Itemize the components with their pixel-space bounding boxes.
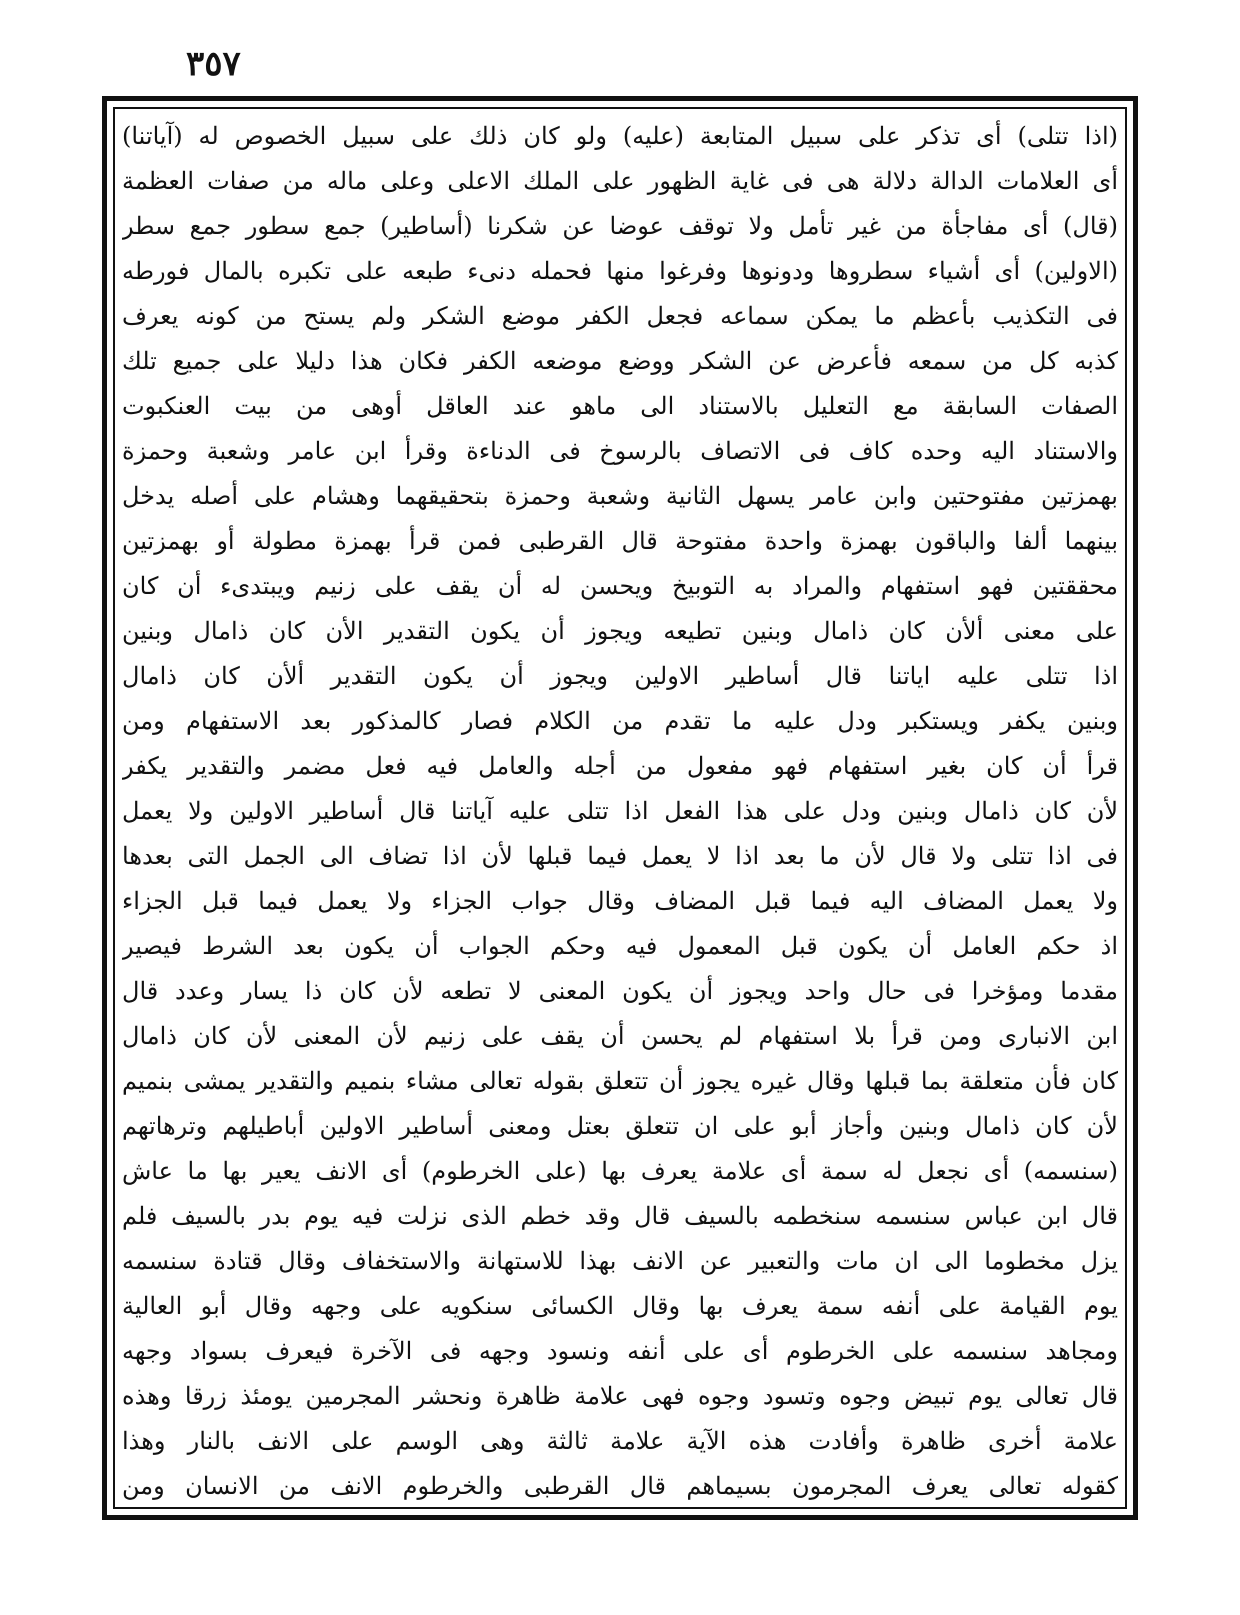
text-line: على معنى ألأن كان ذامال وبنين تطيعه ويجوز أن يكون التقدير الأن كان ذامال وبنين [122,617,1118,645]
text-line: قرأ أن كان بغير استفهام فهو مفعول من أجله والعامل فيه فعل مضمر والتقدير يكفر [122,752,1118,780]
text-line: ولا يعمل المضاف اليه فيما قبل المضاف وقال جواب الجزاء ولا يعمل فيما قبل الجزاء [122,887,1118,915]
text-line: محققتين فهو استفهام والمراد به التوبيخ ويحسن له أن يقف على زنيم ويبتدىء أن كان [122,572,1118,600]
text-line: (سنسمه) أى نجعل له سمة أى علامة يعرف بها (على الخرطوم) أى الانف يعير بها ما عاش [122,1157,1118,1185]
text-line: (اذا تتلى) أى تذكر على سبيل المتابعة (عليه) ولو كان ذلك على سبيل الخصوص له (آياتنا) [122,122,1118,150]
text-line: يزل مخطوما الى ان مات والتعبير عن الانف بهذا للاستهانة والاستخفاف وقال قتادة سنسمه [122,1247,1118,1275]
text-line: قال تعالى يوم تبيض وجوه وتسود وجوه فهى علامة ظاهرة ونحشر المجرمين يومئذ زرقا وهذه [122,1382,1118,1410]
text-line: كذبه كل من سمعه فأعرض عن الشكر ووضع موضعه الكفر فكان هذا دليلا على جميع تلك [122,347,1118,375]
text-line: والاستناد اليه وحده كاف فى الاتصاف بالرسوخ فى الدناءة وقرأ ابن عامر وشعبة وحمزة [122,437,1118,465]
text-line: لأن كان ذامال وبنين وأجاز أبو على ان تتعلق بعتل ومعنى أساطير الاولين أباطيلهم وترهاتهم [122,1112,1118,1140]
text-line: اذا تتلى عليه اياتنا قال أساطير الاولين ويجوز أن يكون التقدير ألأن كان ذامال [122,662,1118,690]
text-line: كان فأن متعلقة بما قبلها وقال غيره يجوز أن تتعلق بقوله تعالى مشاء بنميم والتقدير يمشى بنميم [122,1067,1118,1095]
text-line: قال ابن عباس سنسمه سنخطمه بالسيف قال وقد خطم الذى نزلت فيه يوم بدر بالسيف فلم [122,1202,1118,1230]
text-line: (قال) أى مفاجأة من غير تأمل ولا توقف عوضا عن شكرنا (أساطير) جمع سطور جمع سطر [122,212,1118,240]
text-line: يوم القيامة على أنفه سمة يعرف بها وقال الكسائى سنكويه على وجهه وقال أبو العالية [122,1292,1118,1320]
text-line: كقوله تعالى يعرف المجرمون بسيماهم قال القرطبى والخرطوم الانف من الانسان ومن [122,1472,1118,1500]
text-line: مقدما ومؤخرا فى حال واحد ويجوز أن يكون المعنى لا تطعه لأن كان ذا يسار وعدد قال [122,977,1118,1005]
text-line: الصفات السابقة مع التعليل بالاستناد الى ماهو عند العاقل أوهى من بيت العنكبوت [122,392,1118,420]
text-line: (الاولين) أى أشياء سطروها ودونوها وفرغوا منها فحمله دنىء طبعه على تكبره بالمال فورطه [122,257,1118,285]
text-line: اذ حكم العامل أن يكون قبل المعمول فيه وحكم الجواب أن يكون بعد الشرط فيصير [122,932,1118,960]
text-line: لأن كان ذامال وبنين ودل على هذا الفعل اذا تتلى عليه آياتنا قال أساطير الاولين ولا يعمل [122,797,1118,825]
text-line: بهمزتين مفتوحتين وابن عامر يسهل الثانية وشعبة وحمزة بتحقيقهما وهشام على أصله يدخل [122,482,1118,510]
text-line: وبنين يكفر ويستكبر ودل عليه ما تقدم من الكلام فصار كالمذكور بعد الاستفهام ومن [122,707,1118,735]
text-line: ابن الانبارى ومن قرأ بلا استفهام لم يحسن أن يقف على زنيم لأن المعنى لأن كان ذامال [122,1022,1118,1050]
text-line: فى اذا تتلى ولا قال لأن ما بعد اذا لا يعمل فيما قبلها لأن اذا تضاف الى الجمل التى بعدها [122,842,1118,870]
page-number: ٣٥٧ [186,44,241,84]
text-line: بينهما ألفا والباقون بهمزة واحدة مفتوحة قال القرطبى فمن قرأ بهمزة مطولة أو بهمزتين [122,527,1118,555]
text-line: فى التكذيب بأعظم ما يمكن سماعه فجعل الكفر موضع الشكر ولم يستح من كونه يعرف [122,302,1118,330]
text-line: علامة أخرى ظاهرة وأفادت هذه الآية علامة ثالثة وهى الوسم على الانف بالنار وهذا [122,1427,1118,1455]
text-line: أى العلامات الدالة دلالة هى فى غاية الظهور على الملك الاعلى وعلى ماله من صفات العظمة [122,167,1118,195]
body-text [122,118,1118,1504]
text-line: ومجاهد سنسمه على الخرطوم أى على أنفه ونسود وجهه فى الآخرة فيعرف بسواد وجهه [122,1337,1118,1365]
